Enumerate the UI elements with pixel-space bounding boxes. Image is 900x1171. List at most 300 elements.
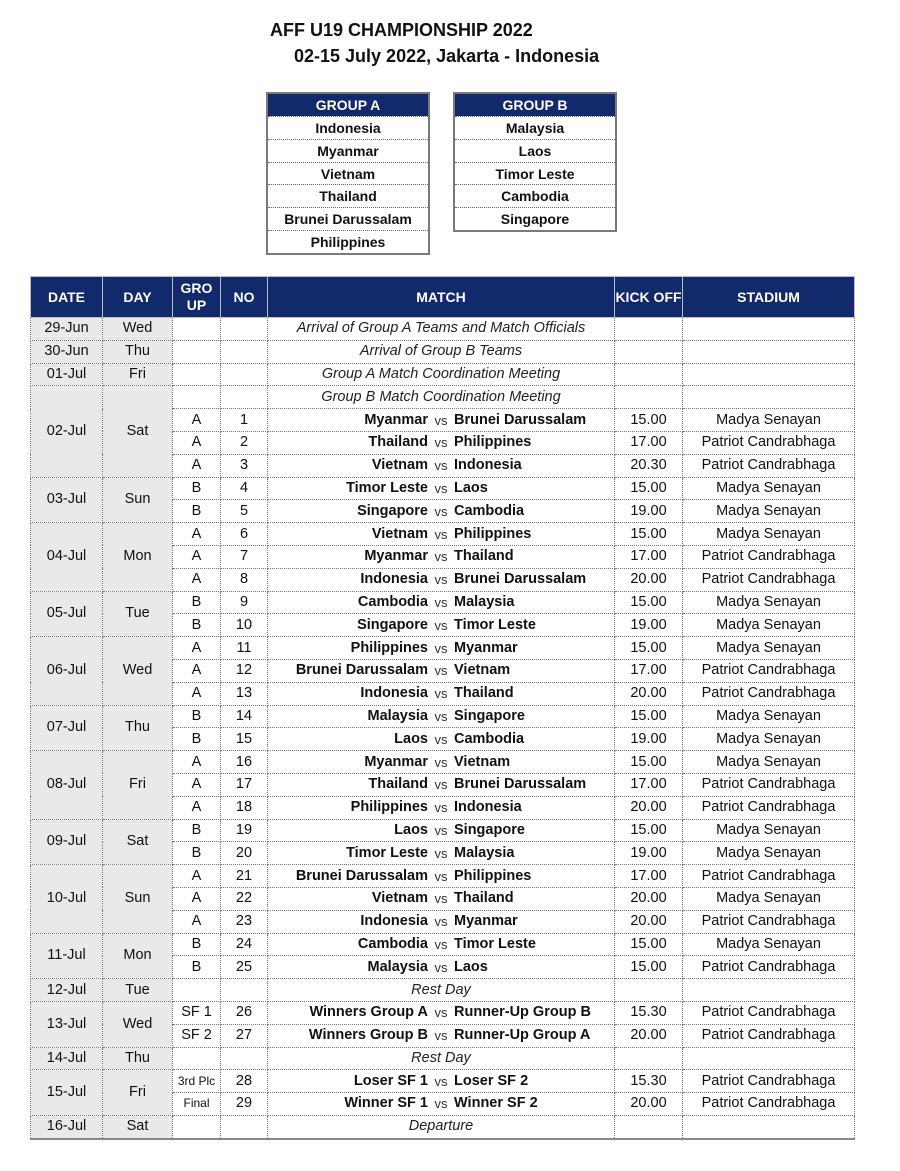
away-team: Brunei Darussalam <box>454 411 587 428</box>
kickoff-cell: 15.00 <box>615 751 683 774</box>
stadium-cell: Patriot Candrabhaga <box>683 431 855 454</box>
day-cell: Fri <box>103 1070 173 1116</box>
vs-label: vs <box>434 822 448 838</box>
group-cell: B <box>173 705 221 728</box>
home-team: Laos <box>394 730 428 747</box>
away-team: Timor Leste <box>454 935 536 952</box>
match-pair <box>268 592 614 613</box>
stadium-cell: Patriot Candrabhaga <box>683 568 855 591</box>
match-pair <box>268 797 614 818</box>
kickoff-cell: 15.00 <box>615 637 683 660</box>
group-cell: A <box>173 682 221 705</box>
vs-label: vs <box>434 572 448 588</box>
away-team: Brunei Darussalam <box>454 776 587 793</box>
vs-label: vs <box>434 640 448 656</box>
stadium-cell: Patriot Candrabhaga <box>683 545 855 568</box>
kickoff-cell: 19.00 <box>615 842 683 865</box>
match-pair <box>268 843 614 864</box>
date-cell: 14-Jul <box>31 1047 103 1070</box>
match-pair <box>268 1093 614 1114</box>
vs-label: vs <box>434 663 448 679</box>
day-cell: Sat <box>103 819 173 865</box>
stadium-cell: Madya Senayan <box>683 887 855 910</box>
home-team: Winner SF 1 <box>344 1095 428 1112</box>
home-team: Myanmar <box>364 411 428 428</box>
date-cell: 05-Jul <box>31 591 103 637</box>
no-cell: 6 <box>221 523 268 546</box>
no-cell <box>221 318 268 341</box>
no-cell: 11 <box>221 637 268 660</box>
no-cell: 17 <box>221 773 268 796</box>
table-row <box>31 386 855 409</box>
group-a-team: Philippines <box>268 230 428 253</box>
kickoff-cell: 20.00 <box>615 887 683 910</box>
table-row <box>31 1001 855 1024</box>
away-team: Philippines <box>454 525 532 542</box>
match-cell <box>268 591 615 614</box>
page-title: AFF U19 CHAMPIONSHIP 2022 <box>270 20 533 40</box>
kickoff-cell: 15.00 <box>615 933 683 956</box>
no-cell: 23 <box>221 910 268 933</box>
group-a-box <box>266 92 430 255</box>
match-cell <box>268 1093 615 1116</box>
home-team: Myanmar <box>364 753 428 770</box>
date-cell: 02-Jul <box>31 386 103 477</box>
date-cell: 06-Jul <box>31 637 103 705</box>
no-cell: 14 <box>221 705 268 728</box>
away-team: Vietnam <box>454 753 511 770</box>
group-cell: B <box>173 728 221 751</box>
match-cell <box>268 933 615 956</box>
vs-label: vs <box>434 800 448 816</box>
match-cell <box>268 865 615 888</box>
home-team: Vietnam <box>371 890 428 907</box>
group-cell: SF 1 <box>173 1001 221 1024</box>
kickoff-cell <box>615 318 683 341</box>
stadium-cell <box>683 386 855 409</box>
table-row <box>31 477 855 500</box>
kickoff-cell: 17.00 <box>615 865 683 888</box>
stadium-cell: Madya Senayan <box>683 728 855 751</box>
home-team: Myanmar <box>364 548 428 565</box>
group-cell: A <box>173 887 221 910</box>
note-cell: Group B Match Coordination Meeting <box>268 386 615 409</box>
group-b-team: Cambodia <box>455 184 615 207</box>
vs-label: vs <box>434 503 448 519</box>
table-row <box>31 1115 855 1138</box>
away-team: Indonesia <box>454 457 522 474</box>
kickoff-cell: 20.00 <box>615 910 683 933</box>
day-cell: Wed <box>103 318 173 341</box>
kickoff-cell: 19.00 <box>615 614 683 637</box>
away-team: Runner-Up Group A <box>454 1027 591 1044</box>
group-b-team: Laos <box>455 139 615 162</box>
match-pair <box>268 683 614 704</box>
home-team: Laos <box>394 821 428 838</box>
note-cell: Arrival of Group B Teams <box>268 340 615 363</box>
match-pair <box>268 820 614 841</box>
day-cell: Sun <box>103 865 173 933</box>
group-cell: A <box>173 773 221 796</box>
home-team: Malaysia <box>367 958 428 975</box>
match-cell <box>268 705 615 728</box>
stadium-cell: Patriot Candrabhaga <box>683 910 855 933</box>
stadium-cell <box>683 363 855 386</box>
schedule-body <box>31 318 855 1139</box>
col-header-date: DATE <box>31 277 103 318</box>
stadium-cell: Madya Senayan <box>683 705 855 728</box>
no-cell: 20 <box>221 842 268 865</box>
group-cell: A <box>173 523 221 546</box>
kickoff-cell: 20.00 <box>615 568 683 591</box>
group-cell <box>173 318 221 341</box>
kickoff-cell: 20.00 <box>615 682 683 705</box>
away-team: Runner-Up Group B <box>454 1004 591 1021</box>
kickoff-cell <box>615 386 683 409</box>
away-team: Philippines <box>454 434 532 451</box>
match-pair <box>268 455 614 476</box>
match-pair <box>268 615 614 636</box>
kickoff-cell: 17.00 <box>615 659 683 682</box>
no-cell: 9 <box>221 591 268 614</box>
match-cell <box>268 796 615 819</box>
match-cell <box>268 728 615 751</box>
match-cell <box>268 1024 615 1047</box>
group-cell: 3rd Plc <box>173 1070 221 1093</box>
no-cell: 24 <box>221 933 268 956</box>
group-a-header: GROUP A <box>268 94 428 116</box>
group-b-header: GROUP B <box>455 94 615 116</box>
match-pair <box>268 1025 614 1046</box>
away-team: Philippines <box>454 867 532 884</box>
stadium-cell: Madya Senayan <box>683 477 855 500</box>
table-row <box>31 705 855 728</box>
stadium-cell: Madya Senayan <box>683 500 855 523</box>
no-cell: 5 <box>221 500 268 523</box>
table-row <box>31 865 855 888</box>
group-cell: B <box>173 591 221 614</box>
away-team: Singapore <box>454 821 525 838</box>
no-cell: 3 <box>221 454 268 477</box>
match-pair <box>268 774 614 795</box>
no-cell: 19 <box>221 819 268 842</box>
no-cell: 18 <box>221 796 268 819</box>
vs-label: vs <box>434 708 448 724</box>
group-cell: A <box>173 409 221 432</box>
match-pair <box>268 934 614 955</box>
table-row <box>31 340 855 363</box>
stadium-cell: Madya Senayan <box>683 409 855 432</box>
stadium-cell: Patriot Candrabhaga <box>683 1001 855 1024</box>
group-cell: A <box>173 659 221 682</box>
away-team: Laos <box>454 958 488 975</box>
stadium-cell: Patriot Candrabhaga <box>683 956 855 979</box>
stadium-cell: Patriot Candrabhaga <box>683 796 855 819</box>
vs-label: vs <box>434 845 448 861</box>
note-cell: Group A Match Coordination Meeting <box>268 363 615 386</box>
group-cell: SF 2 <box>173 1024 221 1047</box>
date-cell: 15-Jul <box>31 1070 103 1116</box>
note-cell: Rest Day <box>268 1047 615 1070</box>
table-row <box>31 751 855 774</box>
group-a-team: Brunei Darussalam <box>268 207 428 230</box>
schedule-header-row <box>31 277 855 318</box>
kickoff-cell: 15.30 <box>615 1001 683 1024</box>
no-cell <box>221 386 268 409</box>
stadium-cell: Madya Senayan <box>683 751 855 774</box>
match-cell <box>268 819 615 842</box>
kickoff-cell <box>615 1047 683 1070</box>
match-pair <box>268 569 614 590</box>
group-cell: B <box>173 477 221 500</box>
group-cell: B <box>173 614 221 637</box>
vs-label: vs <box>434 868 448 884</box>
group-cell: A <box>173 865 221 888</box>
date-cell: 07-Jul <box>31 705 103 751</box>
kickoff-cell <box>615 363 683 386</box>
home-team: Philippines <box>350 639 428 656</box>
day-cell: Mon <box>103 523 173 591</box>
match-pair <box>268 706 614 727</box>
match-cell <box>268 568 615 591</box>
vs-label: vs <box>434 731 448 747</box>
home-team: Thailand <box>368 434 428 451</box>
day-cell: Tue <box>103 979 173 1002</box>
group-a-team: Myanmar <box>268 139 428 162</box>
vs-label: vs <box>434 435 448 451</box>
vs-label: vs <box>434 1005 448 1021</box>
group-cell: B <box>173 933 221 956</box>
table-row <box>31 933 855 956</box>
vs-label: vs <box>434 1096 448 1112</box>
away-team: Cambodia <box>454 730 525 747</box>
no-cell: 10 <box>221 614 268 637</box>
kickoff-cell: 15.00 <box>615 956 683 979</box>
day-cell: Wed <box>103 637 173 705</box>
stadium-cell: Madya Senayan <box>683 842 855 865</box>
home-team: Loser SF 1 <box>353 1072 428 1089</box>
home-team: Thailand <box>368 776 428 793</box>
day-cell: Wed <box>103 1001 173 1047</box>
group-b-team: Timor Leste <box>455 162 615 185</box>
day-cell: Sat <box>103 386 173 477</box>
kickoff-cell <box>615 340 683 363</box>
col-header-match: MATCH <box>268 277 615 318</box>
home-team: Timor Leste <box>346 479 428 496</box>
group-cell: B <box>173 842 221 865</box>
home-team: Indonesia <box>360 913 428 930</box>
vs-label: vs <box>434 936 448 952</box>
date-cell: 13-Jul <box>31 1001 103 1047</box>
kickoff-cell: 17.00 <box>615 431 683 454</box>
col-header-kickoff: KICK OFF <box>615 277 683 318</box>
vs-label: vs <box>434 891 448 907</box>
day-cell: Thu <box>103 705 173 751</box>
stadium-cell: Madya Senayan <box>683 523 855 546</box>
group-cell: B <box>173 819 221 842</box>
group-cell <box>173 363 221 386</box>
home-team: Cambodia <box>357 935 428 952</box>
no-cell: 13 <box>221 682 268 705</box>
away-team: Myanmar <box>454 913 518 930</box>
col-header-day: DAY <box>103 277 173 318</box>
away-team: Myanmar <box>454 639 518 656</box>
group-cell <box>173 386 221 409</box>
away-team: Singapore <box>454 707 525 724</box>
group-cell: A <box>173 545 221 568</box>
stadium-cell: Patriot Candrabhaga <box>683 1093 855 1116</box>
away-team: Cambodia <box>454 502 525 519</box>
table-row <box>31 1047 855 1070</box>
no-cell <box>221 979 268 1002</box>
kickoff-cell: 17.00 <box>615 773 683 796</box>
match-cell <box>268 545 615 568</box>
away-team: Laos <box>454 479 488 496</box>
kickoff-cell: 19.00 <box>615 500 683 523</box>
note-cell: Departure <box>268 1115 615 1138</box>
no-cell: 29 <box>221 1093 268 1116</box>
group-cell: B <box>173 500 221 523</box>
note-cell: Arrival of Group A Teams and Match Officials <box>268 318 615 341</box>
match-pair <box>268 478 614 499</box>
group-b-team: Singapore <box>455 207 615 230</box>
table-row <box>31 591 855 614</box>
away-team: Indonesia <box>454 799 522 816</box>
match-pair <box>268 1002 614 1023</box>
table-row <box>31 363 855 386</box>
away-team: Thailand <box>454 890 514 907</box>
stadium-cell: Madya Senayan <box>683 591 855 614</box>
group-a-team: Vietnam <box>268 162 428 185</box>
no-cell <box>221 363 268 386</box>
home-team: Vietnam <box>371 525 428 542</box>
group-cell: A <box>173 751 221 774</box>
group-cell: A <box>173 910 221 933</box>
match-cell <box>268 842 615 865</box>
home-team: Singapore <box>357 616 428 633</box>
vs-label: vs <box>434 777 448 793</box>
no-cell: 25 <box>221 956 268 979</box>
date-cell: 11-Jul <box>31 933 103 979</box>
kickoff-cell: 20.00 <box>615 1024 683 1047</box>
day-cell: Thu <box>103 1047 173 1070</box>
schedule-table <box>30 276 855 1140</box>
col-header-group: GRO UP <box>173 277 221 318</box>
vs-label: vs <box>434 914 448 930</box>
away-team: Timor Leste <box>454 616 536 633</box>
match-cell <box>268 637 615 660</box>
date-cell: 12-Jul <box>31 979 103 1002</box>
match-cell <box>268 682 615 705</box>
match-cell <box>268 659 615 682</box>
stadium-cell <box>683 979 855 1002</box>
kickoff-cell <box>615 979 683 1002</box>
match-pair <box>268 729 614 750</box>
kickoff-cell: 15.00 <box>615 591 683 614</box>
vs-label: vs <box>434 617 448 633</box>
stadium-cell: Patriot Candrabhaga <box>683 454 855 477</box>
day-cell: Sat <box>103 1115 173 1138</box>
group-cell <box>173 1047 221 1070</box>
kickoff-cell: 20.00 <box>615 796 683 819</box>
no-cell: 12 <box>221 659 268 682</box>
note-cell: Rest Day <box>268 979 615 1002</box>
date-cell: 30-Jun <box>31 340 103 363</box>
vs-label: vs <box>434 754 448 770</box>
group-cell <box>173 340 221 363</box>
stadium-cell: Madya Senayan <box>683 819 855 842</box>
kickoff-cell <box>615 1115 683 1138</box>
match-pair <box>268 1071 614 1092</box>
away-team: Brunei Darussalam <box>454 571 587 588</box>
group-cell: A <box>173 454 221 477</box>
home-team: Brunei Darussalam <box>295 867 428 884</box>
stadium-cell: Patriot Candrabhaga <box>683 659 855 682</box>
group-cell: A <box>173 568 221 591</box>
match-cell <box>268 523 615 546</box>
match-pair <box>268 546 614 567</box>
date-cell: 04-Jul <box>31 523 103 591</box>
match-pair <box>268 410 614 431</box>
stadium-cell <box>683 340 855 363</box>
no-cell: 7 <box>221 545 268 568</box>
match-pair <box>268 524 614 545</box>
no-cell: 22 <box>221 887 268 910</box>
match-cell <box>268 887 615 910</box>
no-cell <box>221 340 268 363</box>
vs-label: vs <box>434 458 448 474</box>
day-cell: Fri <box>103 751 173 819</box>
group-cell: Final <box>173 1093 221 1116</box>
group-b-box <box>453 92 617 232</box>
away-team: Thailand <box>454 548 514 565</box>
stadium-cell: Madya Senayan <box>683 614 855 637</box>
table-row <box>31 979 855 1002</box>
table-row <box>31 1070 855 1093</box>
no-cell: 4 <box>221 477 268 500</box>
match-cell <box>268 454 615 477</box>
kickoff-cell: 20.30 <box>615 454 683 477</box>
vs-label: vs <box>434 549 448 565</box>
date-cell: 01-Jul <box>31 363 103 386</box>
kickoff-cell: 20.00 <box>615 1093 683 1116</box>
home-team: Indonesia <box>360 571 428 588</box>
match-pair <box>268 660 614 681</box>
group-cell: A <box>173 796 221 819</box>
away-team: Winner SF 2 <box>454 1095 538 1112</box>
away-team: Malaysia <box>454 593 515 610</box>
date-cell: 09-Jul <box>31 819 103 865</box>
stadium-cell: Patriot Candrabhaga <box>683 865 855 888</box>
match-cell <box>268 431 615 454</box>
day-cell: Tue <box>103 591 173 637</box>
vs-label: vs <box>434 1028 448 1044</box>
vs-label: vs <box>434 959 448 975</box>
stadium-cell: Patriot Candrabhaga <box>683 1070 855 1093</box>
vs-label: vs <box>434 1073 448 1089</box>
stadium-cell <box>683 1047 855 1070</box>
group-cell: A <box>173 637 221 660</box>
kickoff-cell: 15.00 <box>615 477 683 500</box>
match-pair <box>268 911 614 932</box>
no-cell <box>221 1115 268 1138</box>
col-header-no: NO <box>221 277 268 318</box>
table-row <box>31 318 855 341</box>
group-cell <box>173 1115 221 1138</box>
stadium-cell: Madya Senayan <box>683 933 855 956</box>
home-team: Indonesia <box>360 685 428 702</box>
away-team: Loser SF 2 <box>454 1072 529 1089</box>
